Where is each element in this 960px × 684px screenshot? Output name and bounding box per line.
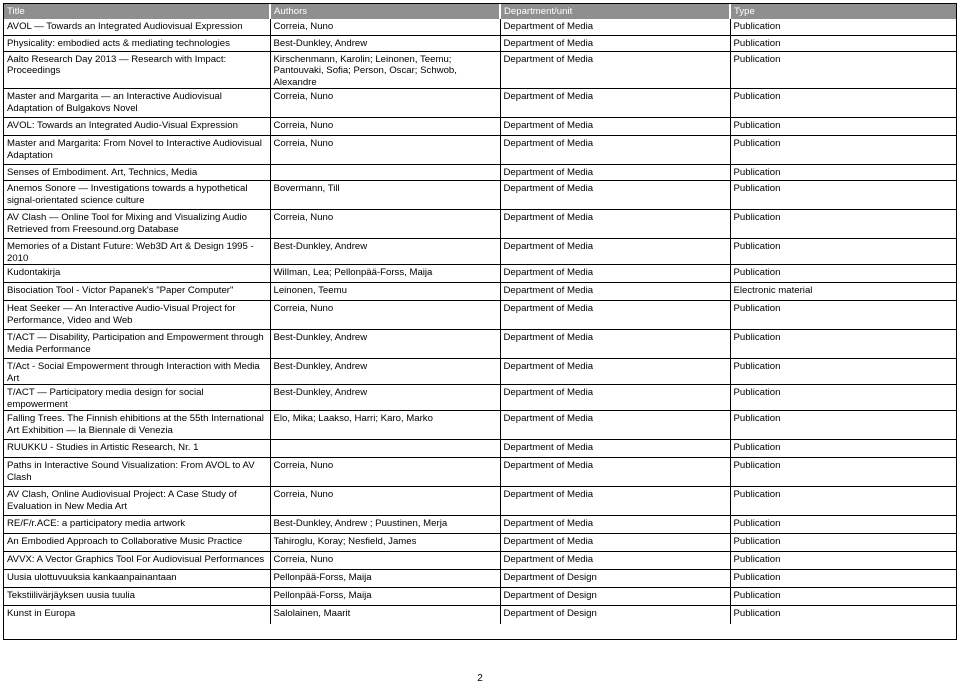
cell-title: Tekstiilivärjäyksen uusia tuulia <box>4 588 270 606</box>
table-row <box>4 411 956 440</box>
cell-type: Publication <box>730 301 956 330</box>
cell-authors: Best-Dunkley, Andrew <box>270 239 500 265</box>
cell-type: Publication <box>730 181 956 210</box>
cell-type: Publication <box>730 458 956 487</box>
cell-authors: Best-Dunkley, Andrew <box>270 385 500 411</box>
cell-title: T/ACT — Participatory media design for social empowerment <box>4 385 270 411</box>
cell-type: Publication <box>730 239 956 265</box>
cell-authors: Correia, Nuno <box>270 301 500 330</box>
cell-type: Publication <box>730 359 956 385</box>
cell-department: Department of Media <box>500 210 730 239</box>
cell-title: AVVX: A Vector Graphics Tool For Audiovisual Performances <box>4 552 270 570</box>
cell-department: Department of Media <box>500 265 730 283</box>
cell-department: Department of Media <box>500 534 730 552</box>
cell-department: Department of Media <box>500 411 730 440</box>
table-row <box>4 487 956 516</box>
cell-type: Publication <box>730 35 956 51</box>
cell-title: Heat Seeker — An Interactive Audio-Visual Project for Performance, Video and Web <box>4 301 270 330</box>
cell-title: An Embodied Approach to Collaborative Music Practice <box>4 534 270 552</box>
cell-authors: Pellonpää-Forss, Maija <box>270 588 500 606</box>
cell-type: Electronic material <box>730 283 956 301</box>
cell-department: Department of Media <box>500 239 730 265</box>
table-row <box>4 283 956 301</box>
cell-title: Senses of Embodiment. Art, Technics, Media <box>4 165 270 181</box>
table-header-row <box>4 4 956 19</box>
cell-authors: Elo, Mika; Laakso, Harri; Karo, Marko <box>270 411 500 440</box>
cell-department: Department of Design <box>500 570 730 588</box>
table-row <box>4 35 956 51</box>
cell-title: AVOL — Towards an Integrated Audiovisual Expression <box>4 19 270 35</box>
cell-type: Publication <box>730 165 956 181</box>
cell-title: RUUKKU - Studies in Artistic Research, Nr. 1 <box>4 440 270 458</box>
table-row <box>4 210 956 239</box>
cell-department: Department of Design <box>500 606 730 624</box>
cell-authors <box>270 440 500 458</box>
cell-title: Aalto Research Day 2013 — Research with Impact: Proceedings <box>4 51 270 89</box>
table-row <box>4 359 956 385</box>
table-row <box>4 440 956 458</box>
cell-title: AV Clash — Online Tool for Mixing and Visualizing Audio Retrieved from Freesound.org Database <box>4 210 270 239</box>
table-row <box>4 165 956 181</box>
table-row <box>4 552 956 570</box>
cell-title: Physicality: embodied acts & mediating technologies <box>4 35 270 51</box>
cell-department: Department of Media <box>500 136 730 165</box>
cell-department: Department of Media <box>500 330 730 359</box>
cell-authors: Tahiroglu, Koray; Nesfield, James <box>270 534 500 552</box>
cell-authors: Correia, Nuno <box>270 136 500 165</box>
cell-authors: Correia, Nuno <box>270 19 500 35</box>
cell-type: Publication <box>730 411 956 440</box>
cell-authors: Bovermann, Till <box>270 181 500 210</box>
cell-department: Department of Media <box>500 359 730 385</box>
cell-type: Publication <box>730 51 956 89</box>
cell-department: Department of Media <box>500 440 730 458</box>
cell-title: Memories of a Distant Future: Web3D Art & Design 1995 - 2010 <box>4 239 270 265</box>
cell-department: Department of Media <box>500 385 730 411</box>
table-row <box>4 570 956 588</box>
cell-department: Department of Media <box>500 301 730 330</box>
table-row <box>4 301 956 330</box>
cell-title: Bisociation Tool - Victor Papanek's "Paper Computer" <box>4 283 270 301</box>
table-row <box>4 51 956 89</box>
table-row <box>4 330 956 359</box>
cell-authors: Pellonpää-Forss, Maija <box>270 570 500 588</box>
cell-type: Publication <box>730 552 956 570</box>
cell-type: Publication <box>730 516 956 534</box>
cell-title: Uusia ulottuvuuksia kankaanpainantaan <box>4 570 270 588</box>
cell-title: T/ACT — Disability, Participation and Empowerment through Media Performance <box>4 330 270 359</box>
cell-type: Publication <box>730 136 956 165</box>
page-number: 2 <box>477 673 483 684</box>
cell-type: Publication <box>730 89 956 118</box>
cell-type: Publication <box>730 330 956 359</box>
publications-table <box>4 4 956 624</box>
cell-department: Department of Media <box>500 35 730 51</box>
cell-title: Anemos Sonore — Investigations towards a hypothetical signal-orientated science culture <box>4 181 270 210</box>
cell-title: RE/F/r.ACE: a participatory media artwork <box>4 516 270 534</box>
cell-type: Publication <box>730 118 956 136</box>
cell-authors: Best-Dunkley, Andrew <box>270 330 500 359</box>
table-row <box>4 181 956 210</box>
table-row <box>4 136 956 165</box>
cell-authors: Leinonen, Teemu <box>270 283 500 301</box>
table-row <box>4 606 956 624</box>
table-row <box>4 118 956 136</box>
cell-title: Kudontakirja <box>4 265 270 283</box>
cell-department: Department of Media <box>500 552 730 570</box>
cell-department: Department of Media <box>500 458 730 487</box>
table-row <box>4 458 956 487</box>
cell-type: Publication <box>733 21 781 32</box>
cell-type: Publication <box>730 606 956 624</box>
cell-department: Department of Design <box>500 588 730 606</box>
cell-type: Publication <box>730 534 956 552</box>
cell-title: AV Clash, Online Audiovisual Project: A Case Study of Evaluation in New Media Art <box>4 487 270 516</box>
cell-type: Publication <box>730 487 956 516</box>
cell-title: T/Act - Social Empowerment through Interaction with Media Art <box>4 359 270 385</box>
cell-type: Publication <box>730 440 956 458</box>
table-row <box>4 385 956 411</box>
cell-title: Paths in Interactive Sound Visualization: From AVOL to AV Clash <box>4 458 270 487</box>
header-authors: Authors <box>270 4 500 19</box>
table-row <box>4 534 956 552</box>
cell-type: Publication <box>730 265 956 283</box>
cell-department: Department of Media <box>500 516 730 534</box>
table-row <box>4 265 956 283</box>
cell-authors: Best-Dunkley, Andrew <box>270 359 500 385</box>
cell-authors: Willman, Lea; Pellonpää-Forss, Maija <box>270 265 500 283</box>
cell-authors: Correia, Nuno <box>270 552 500 570</box>
cell-title: Falling Trees. The Finnish ehibitions at the 55th International Art Exhibition — la Biennale di Venezia <box>4 411 270 440</box>
cell-department: Department of Media <box>500 181 730 210</box>
cell-department: Department of Media <box>500 118 730 136</box>
cell-type: Publication <box>730 385 956 411</box>
cell-authors: Best-Dunkley, Andrew ; Puustinen, Merja <box>270 516 500 534</box>
publications-table-frame <box>3 3 957 640</box>
cell-department: Department of Media <box>500 283 730 301</box>
cell-type: Publication <box>730 588 956 606</box>
table-row <box>4 516 956 534</box>
cell-title: Master and Margarita — an Interactive Audiovisual Adaptation of Bulgakovs Novel <box>4 89 270 118</box>
cell-authors: Correia, Nuno <box>270 458 500 487</box>
cell-title: AVOL: Towards an Integrated Audio-Visual Expression <box>4 118 270 136</box>
cell-title: Kunst in Europa <box>4 606 270 624</box>
header-department: Department/unit <box>500 4 730 19</box>
cell-department: Department of Media <box>500 487 730 516</box>
cell-type: Publication <box>730 570 956 588</box>
cell-authors: Kirschenmann, Karolin; Leinonen, Teemu; Pantouvaki, Sofia; Person, Oscar; Schwob, Alexandre <box>270 51 500 89</box>
cell-title: Master and Margarita: From Novel to Interactive Audiovisual Adaptation <box>4 136 270 165</box>
cell-authors <box>270 165 500 181</box>
table-row <box>4 89 956 118</box>
table-row <box>4 19 956 35</box>
cell-type: Publication <box>730 210 956 239</box>
cell-authors: Salolainen, Maarit <box>270 606 500 624</box>
cell-department: Department of Media <box>500 89 730 118</box>
cell-authors: Best-Dunkley, Andrew <box>270 35 500 51</box>
table-row <box>4 239 956 265</box>
table-body <box>4 19 956 624</box>
cell-authors: Correia, Nuno <box>270 118 500 136</box>
cell-authors: Correia, Nuno <box>270 487 500 516</box>
table-row <box>4 588 956 606</box>
header-title: Title <box>4 4 270 19</box>
header-type: Type <box>730 4 956 19</box>
cell-authors: Correia, Nuno <box>270 210 500 239</box>
cell-department: Department of Media <box>500 19 730 35</box>
cell-department: Department of Media <box>500 51 730 89</box>
cell-authors: Correia, Nuno <box>270 89 500 118</box>
cell-department: Department of Media <box>500 165 730 181</box>
